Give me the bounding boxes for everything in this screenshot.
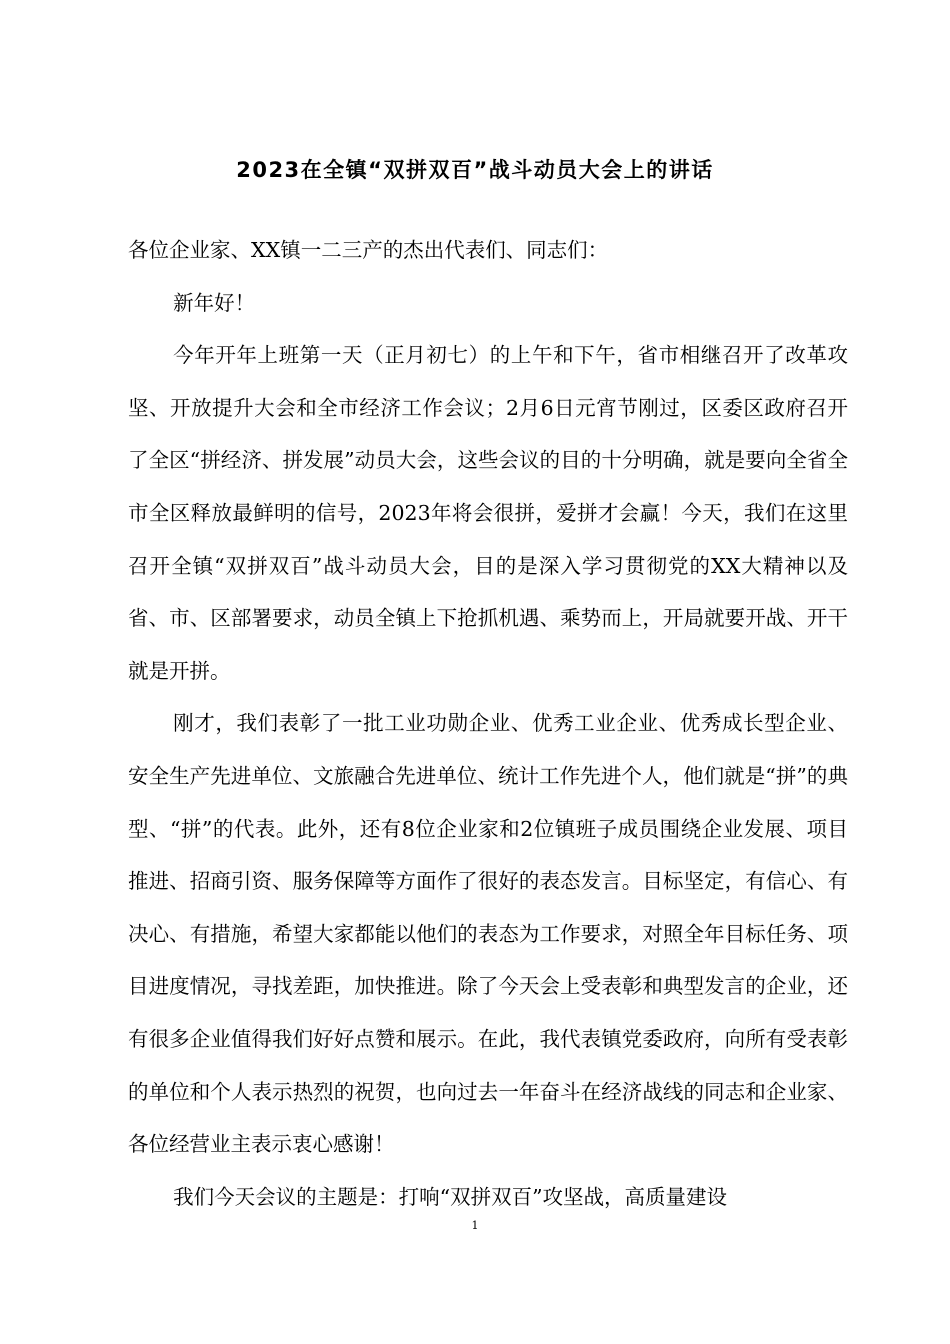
paragraph-background: 今年开年上班第一天（正月初七）的上午和下午，省市相继召开了改革攻坚、开放提升大会和全市经济工作会议；2月6日元宵节刚过，区委区政府召开了全区“拼经济、拼发展”动员大会，这些会议的目的十分明确，就是要向全省全市全区释放最鲜明的信号，2023年将会很拼，爱拼才会赢！今天，我们在这里召开全镇“双拼双百”战斗动员大会，目的是深入学习贯彻党的XX大精神以及省、市、区部署要求，动员全镇上下抢抓机遇、乘势而上，开局就要开战、开干就是开拼。 — [128, 343, 848, 683]
paragraph-commendation: 刚才，我们表彰了一批工业功勋企业、优秀工业企业、优秀成长型企业、安全生产先进单位、文旅融合先进单位、统计工作先进个人，他们就是“拼”的典型、“拼”的代表。此外，还有8位企业家和2位镇班子成员围绕企业发展、项目推进、招商引资、服务保障等方面作了很好的表态发言。目标坚定，有信心、有决心、有措施，希望大家都能以他们的表态为工作要求，对照全年目标任务、项目进度情况，寻找差距，加快推进。除了今天会上受表彰和典型发言的企业，还有很多企业值得我们好好点赞和展示。在此，我代表镇党委政府，向所有受表彰的单位和个人表示热烈的祝贺，也向过去一年奋斗在经济战线的同志和企业家、各位经营业主表示衷心感谢！ — [128, 711, 848, 1157]
paragraph-greeting: 新年好！ — [173, 290, 256, 315]
salutation: 各位企业家、XX镇一二三产的杰出代表们、同志们： — [128, 238, 609, 262]
document-title: 2023在全镇“双拼双百”战斗动员大会上的讲话 — [236, 158, 714, 182]
page-number: 1 — [471, 1219, 479, 1232]
paragraph-theme: 我们今天会议的主题是：打响“双拼双百”攻坚战，高质量建设 — [173, 1184, 728, 1209]
document-body — [128, 224, 848, 1223]
